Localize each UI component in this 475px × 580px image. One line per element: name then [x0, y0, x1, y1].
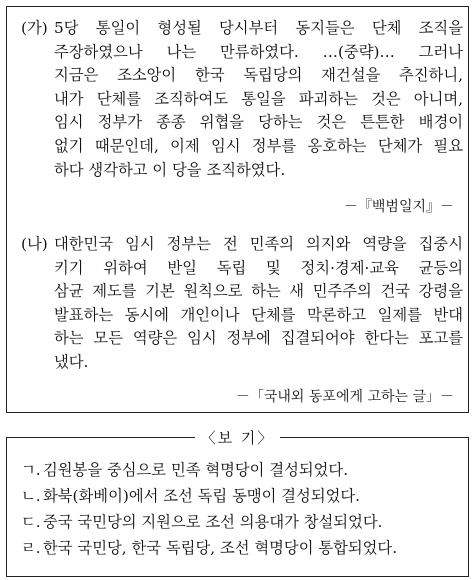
options-title: [7, 427, 468, 448]
option-text: 중국 국민당의 지원으로 조선 의용대가 창설되었다.: [43, 513, 383, 531]
passage-ga-source: －『백범일지』－: [343, 199, 454, 215]
option-item: [21, 484, 360, 506]
passage-na-line: 키기 위하여 반일 독립 및 정치·경제·교육 균등의: [54, 258, 463, 277]
passage-na-line: 하는 모든 역량은 임시 정부에 집결되어야 한다는 포고를: [54, 329, 463, 348]
option-text: 화북(화베이)에서 조선 독립 동맹이 결성되었다.: [43, 487, 361, 505]
passage-na-mark: (나): [21, 235, 48, 253]
options-box: [6, 429, 469, 577]
option-item: [21, 458, 348, 480]
passage-box: [6, 6, 469, 413]
passage-ga-line: 하다 생각하고 이 당을 조직하였다.: [54, 160, 286, 179]
option-item: [21, 510, 383, 532]
passage-ga-line: 주장하였으나 나는 만류하였다. …(중략)… 그러나: [54, 42, 463, 61]
passage-ga-line: 임시 정부가 종종 위협을 당하는 것은 튼튼한 배경이: [54, 113, 463, 132]
passage-na-line: 대한민국 임시 정부는 전 민족의 의지와 역량을 집중시: [54, 235, 463, 253]
passage-na-line: 발표하는 동시에 개인이나 단체를 막론하고 일제를 반대: [54, 305, 463, 324]
option-key: ㄷ.: [21, 513, 41, 531]
option-item: [21, 536, 397, 558]
passage-ga-line: 없기 때문인데, 이제 임시 정부를 옹호하는 단체가 필요: [54, 136, 463, 155]
passage-ga-mark: (가): [21, 19, 48, 37]
passage-na-line: 삼균 제도를 기본 원칙으로 하는 새 민주주의 건국 강령을: [54, 282, 463, 301]
passage-na: [21, 233, 463, 375]
option-key: ㄱ.: [21, 461, 41, 479]
passage-na-line: 냈다.: [54, 352, 89, 371]
options-title-text: 〈보 기〉: [195, 429, 281, 447]
option-text: 한국 국민당, 한국 독립당, 조선 혁명당이 통합되었다.: [43, 539, 398, 557]
passage-ga-line: 5당 통일이 형성될 당시부터 동지들은 단체 조직을: [54, 19, 463, 37]
passage-ga: [21, 17, 463, 182]
option-text: 김원봉을 중심으로 민족 혁명당이 결성되었다.: [43, 461, 349, 479]
passage-ga-line: 지금은 조소앙이 한국 독립당의 재건설을 추진하니,: [54, 66, 463, 85]
option-key: ㄴ.: [21, 487, 41, 505]
passage-na-source: －「국내외 동포에게 고하는 글」－: [235, 389, 454, 405]
passage-ga-line: 내가 단체를 조직하여도 통일을 파괴하는 것은 아니며,: [54, 89, 463, 108]
option-key: ㄹ.: [21, 539, 41, 557]
